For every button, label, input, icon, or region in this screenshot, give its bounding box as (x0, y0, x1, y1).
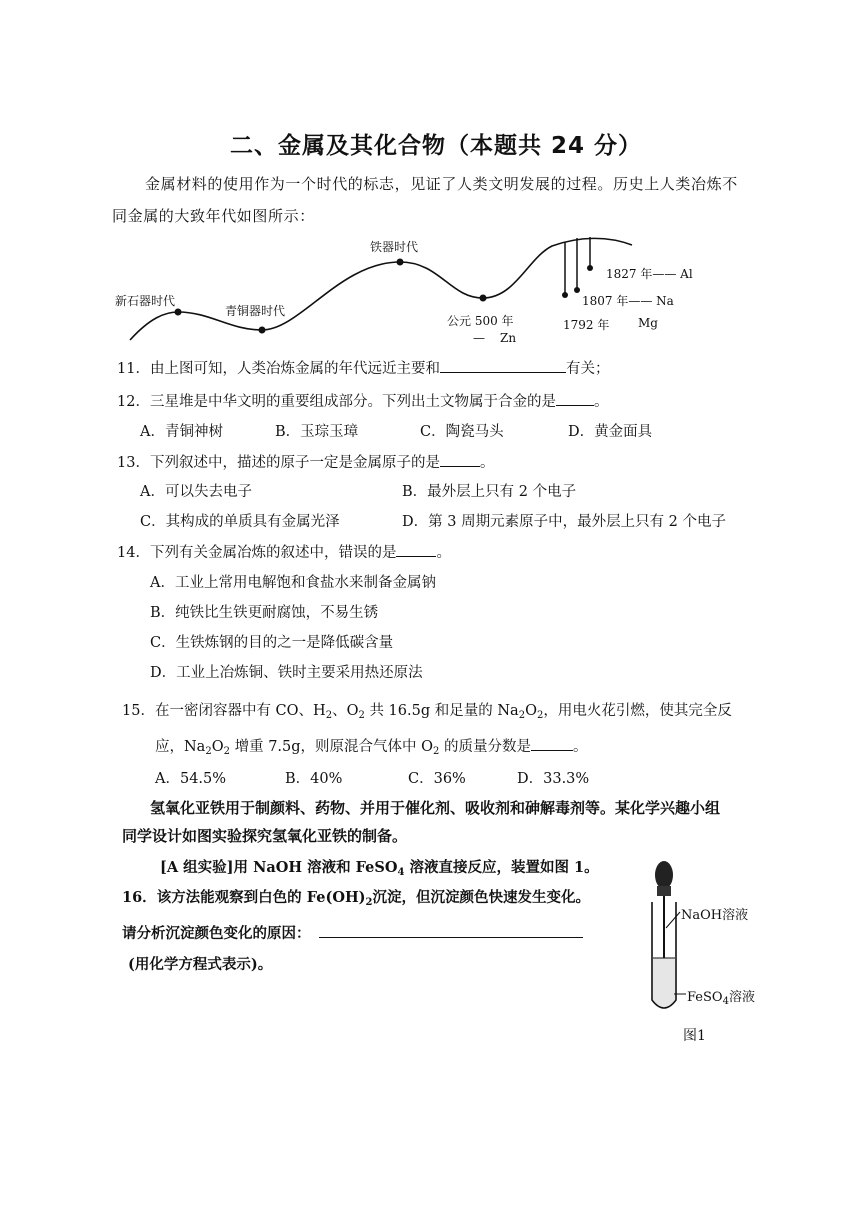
q13-option-a: A．可以失去电子 (140, 484, 252, 500)
q16-text-1b: 沉淀，但沉淀颜色快速发生变化。 (372, 889, 590, 906)
q14-number: 14． (117, 545, 150, 561)
q16-text-2: 请分析沉淀颜色变化的原因： (122, 925, 311, 942)
q13-answer-blank[interactable] (440, 452, 480, 467)
q15-text-2d: 的质量分数是 (439, 739, 532, 755)
label-zn-dash: — (473, 331, 485, 345)
q13-option-b: B．最外层上只有 2 个电子 (402, 484, 577, 500)
label-mg-year: 1792 年 (563, 318, 610, 332)
feso4-tail: 溶液 (728, 990, 755, 1005)
q12-end: 。 (593, 394, 609, 410)
q15-text-1a: 在一密闭容器中有 CO、H (154, 703, 326, 719)
question-12 (117, 390, 608, 411)
q16-text-1a: 该方法能观察到白色的 Fe(OH) (156, 889, 366, 906)
label-naoh-solution: NaOH溶液 (681, 908, 749, 923)
point-mg (562, 292, 568, 298)
q13-stem: 下列叙述中，描述的原子一定是金属原子的是 (149, 455, 440, 471)
q15-sub-o2c: 2 (223, 746, 230, 757)
q16-sub: 2 (365, 897, 373, 908)
q15-text-2a: 应，Na (155, 739, 206, 755)
q15-number: 15． (122, 703, 155, 719)
question-11 (117, 357, 609, 378)
label-al: 1827 年—— Al (606, 267, 693, 281)
label-zn-year: 公元 500 年 (447, 314, 514, 328)
dropper-collar (657, 886, 671, 896)
section-title: 二、金属及其化合物（本题共 24 分） (230, 133, 643, 159)
q14-stem: 下列有关金属冶炼的叙述中，错误的是 (149, 545, 397, 561)
q15-sub-na2b: 2 (205, 746, 212, 757)
point-bronze-age (259, 327, 266, 334)
point-zn (480, 295, 487, 302)
label-bronze-age: 青铜器时代 (225, 304, 286, 318)
fe-intro-line-1: 氢氧化亚铁用于制颜料、药物、并用于催化剂、吸收剂和砷解毒剂等。某化学兴趣小组 (150, 799, 721, 817)
q15-option-c: C．36% (408, 771, 466, 787)
q11-tail: 有关； (565, 361, 610, 377)
q12-option-d: D．黄金面具 (568, 424, 653, 440)
q12-option-c: C．陶瓷马头 (420, 424, 504, 440)
q15-text-1e: ，用电火花引燃，使其完全反 (543, 703, 732, 719)
q14-end: 。 (436, 545, 451, 561)
dropper-bulb (655, 861, 673, 889)
question-16-line-1 (122, 886, 590, 907)
group-a-experiment (160, 856, 599, 877)
q15-text-1b: 、O (332, 703, 359, 719)
q13-end: 。 (479, 455, 495, 471)
label-zn: Zn (500, 331, 517, 345)
question-15-line-1 (122, 699, 732, 720)
feso4-text: FeSO (687, 990, 723, 1005)
q14-answer-blank[interactable] (396, 542, 436, 557)
figure1-caption: 图1 (683, 1028, 706, 1044)
point-na (574, 287, 580, 293)
q15-sub-na2: 2 (518, 710, 526, 721)
q12-option-a: A．青铜神树 (140, 424, 223, 440)
question-13 (117, 451, 494, 472)
q13-option-c: C．其构成的单质具有金属光泽 (140, 514, 340, 530)
q15-option-a: A．54.5% (155, 771, 227, 787)
point-al (587, 265, 593, 271)
fe-intro-line-2: 同学设计如图实验探究氢氧化亚铁的制备。 (122, 827, 408, 845)
figure1-apparatus (652, 861, 686, 1008)
q12-answer-blank[interactable] (556, 391, 594, 406)
q15-end: 。 (573, 739, 588, 755)
q15-sub-h2: 2 (325, 710, 333, 721)
q15-text-1d: O (525, 703, 537, 719)
q11-answer-blank[interactable] (440, 358, 566, 373)
q15-answer-blank[interactable] (531, 736, 573, 751)
q15-sub-o2d: 2 (433, 746, 440, 757)
q11-text: 由上图可知，人类冶炼金属的年代远近主要和 (149, 361, 440, 377)
label-mg: Mg (638, 316, 658, 330)
label-stone-age: 新石器时代 (115, 294, 176, 308)
q16-number: 16． (122, 889, 157, 906)
q14-option-d: D．工业上冶炼铜、铁时主要采用热还原法 (150, 665, 423, 681)
group-a-sub: 4 (397, 867, 405, 878)
intro-line-1: 金属材料的使用作为一个时代的标志，见证了人类文明发展的过程。历史上人类冶炼不 (145, 175, 738, 193)
group-a-text: [A 组实验]用 NaOH 溶液和 FeSO (160, 859, 398, 876)
group-a-tail: 溶液直接反应，装置如图 1。 (404, 859, 599, 876)
label-iron-age: 铁器时代 (370, 240, 419, 254)
naoh-pointer (666, 912, 680, 928)
q15-text-2b: O (211, 739, 224, 755)
q15-sub-o2b: 2 (536, 710, 544, 721)
q14-option-c: C．生铁炼钢的目的之一是降低碳含量 (150, 635, 394, 651)
q14-option-b: B．纯铁比生铁更耐腐蚀，不易生锈 (150, 605, 379, 621)
intro-line-2: 同金属的大致年代如图所示： (112, 207, 315, 225)
feso4-liquid (653, 958, 675, 1007)
q13-number: 13． (117, 455, 150, 471)
q15-option-b: B．40% (285, 771, 343, 787)
feso4-sub: 4 (722, 996, 729, 1007)
q15-sub-o2: 2 (358, 710, 365, 721)
question-15-line-2 (155, 735, 588, 756)
q12-stem: 三星堆是中华文明的重要组成部分。下列出土文物属于合金的是 (149, 394, 556, 410)
q15-option-d: D．33.3% (517, 771, 590, 787)
question-14 (117, 541, 451, 562)
q15-text-1c: 共 16.5g 和足量的 Na (364, 703, 519, 719)
point-iron-age (397, 259, 404, 266)
q13-option-d: D．第 3 周期元素原子中，最外层上只有 2 个电子 (402, 514, 727, 530)
q15-text-2c: 增重 7.5g，则原混合气体中 O (229, 739, 434, 755)
q12-number: 12． (117, 394, 150, 410)
q14-option-a: A．工业上常用电解饱和食盐水来制备金属钠 (150, 575, 436, 591)
label-feso4-solution (687, 986, 755, 1005)
point-stone-age (175, 309, 182, 316)
q12-option-b: B．玉琮玉璋 (275, 424, 359, 440)
label-na: 1807 年—— Na (582, 294, 674, 308)
q11-number: 11． (117, 361, 150, 377)
q16-note: (用化学方程式表示)。 (128, 956, 273, 973)
q16-answer-blank[interactable] (319, 923, 583, 938)
question-16-line-2 (122, 922, 583, 943)
